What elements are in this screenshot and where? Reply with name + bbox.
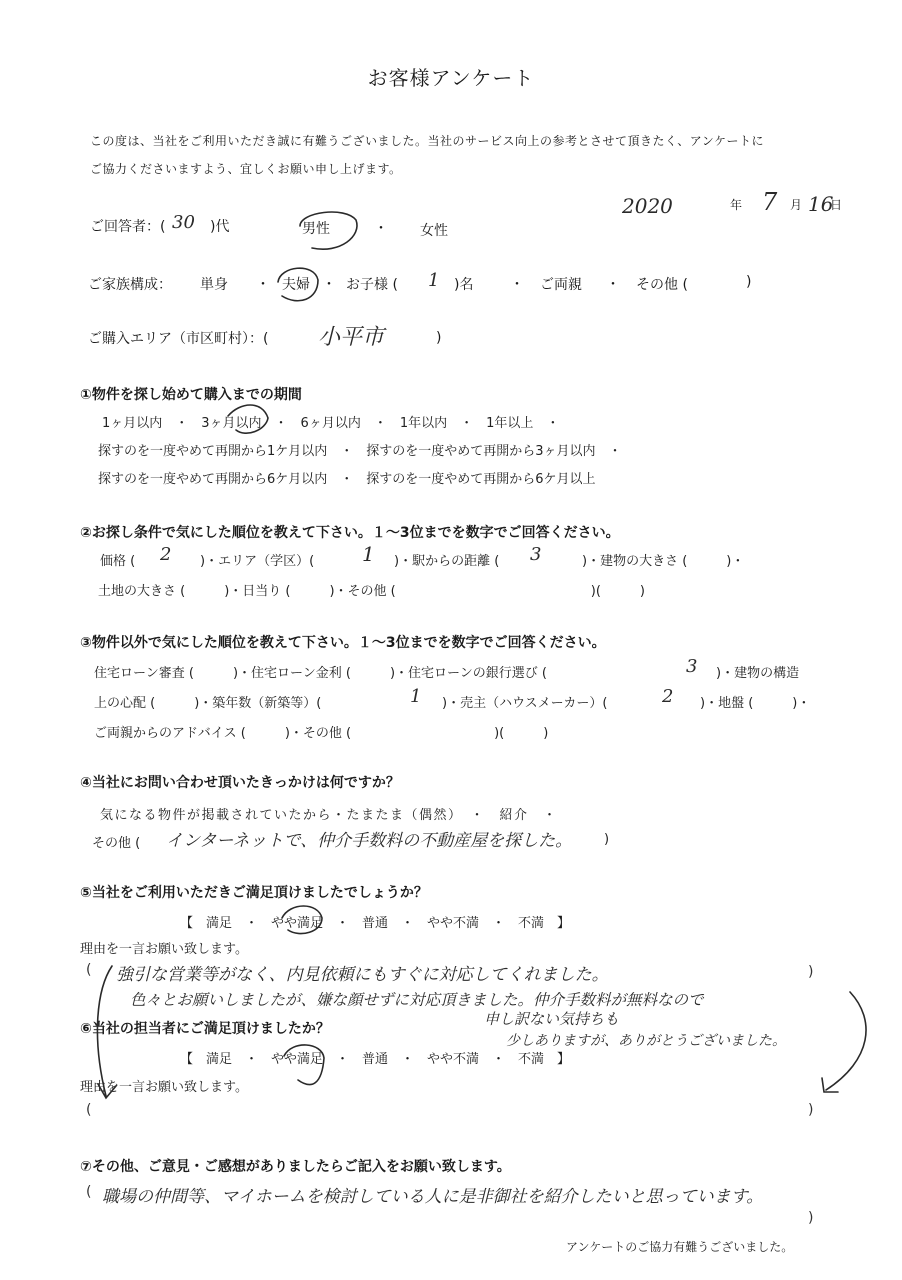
q3-row-2c: )・地盤 ( )・ (700, 696, 811, 711)
family-other: その他 ( (636, 277, 688, 293)
q6-reason-label: 理由を一言お願い致します。 (80, 1080, 248, 1095)
respondent-male: 男性 (302, 221, 330, 237)
q3-row-1a: 住宅ローン審査 ( )・住宅ローン金利 ( )・住宅ローンの銀行選び ( (94, 666, 547, 681)
family-children-count: 1 (428, 270, 440, 291)
respondent-label: ご回答者：( (90, 219, 166, 235)
circle-3months (228, 405, 268, 433)
q5-hand-line-2: 色々とお願いしましたが、嫌な顔せずに対応頂きました。仲介手数料が無料なので (130, 991, 704, 1009)
q4-other-value: インターネットで、仲介手数料の不動産屋を探した。 (166, 831, 573, 851)
q6-heading: ⑥当社の担当者にご満足頂けましたか？ (80, 1021, 330, 1037)
area-label: ご購入エリア（市区町村）：( (88, 331, 269, 347)
q2-size-label: )・建物の大きさ ( )・ (582, 554, 745, 569)
q4-other-close: ) (604, 832, 610, 847)
date-year-unit: 年 (730, 198, 743, 212)
q3-seller-rank: 2 (662, 686, 674, 707)
q5-scale: 【 満足 ・ やや満足 ・ 普通 ・ やや不満 ・ 不満 】 (180, 916, 571, 931)
arrow-right (822, 992, 866, 1092)
q5-heading: ⑤当社をご利用いただきご満足頂けましたでしょうか？ (80, 885, 428, 901)
q1-row-2: 探すのを一度やめて再開から1ケ月以内 ・ 探すのを一度やめて再開から3ヶ月以内 ・ (98, 444, 622, 459)
q5-reason-label: 理由を一言お願い致します。 (80, 942, 248, 957)
respondent-sep: ・ (374, 221, 388, 237)
q5-reason-open: ( (86, 962, 92, 978)
q7-open: ( (86, 1184, 92, 1200)
family-sep-3: ・ (510, 277, 524, 293)
q3-row-2a: 上の心配 ( )・築年数（新築等）( (94, 696, 322, 711)
q3-heading: ③物件以外で気にした順位を教えて下さい。１～3位までを数字でご回答ください。 (80, 635, 606, 651)
q4-other-label: その他 ( (92, 836, 141, 851)
q3-row-3: ご両親からのアドバイス ( )・その他 ( )( ) (94, 726, 549, 741)
intro-line-2: ご協力くださいますよう、宜しくお願い申し上げます。 (90, 162, 402, 176)
date-year: 2020 (622, 194, 673, 218)
footer-thanks: アンケートのご協力有難うございました。 (566, 1240, 794, 1254)
q7-close: ) (808, 1210, 814, 1226)
family-sep-2: ・ (322, 277, 336, 293)
q2-station-label: )・駅からの距離 ( (394, 554, 500, 569)
q2-area-label: )・エリア（学区）( (200, 554, 315, 569)
respondent-age-unit: )代 (210, 219, 230, 235)
family-parents: ご両親 (540, 277, 582, 293)
circle-q5-yaya (282, 906, 322, 934)
family-other-close: ) (746, 274, 752, 290)
area-value: 小平市 (318, 325, 385, 350)
q5-hand-line-1: 強引な営業等がなく、内見依頼にもすぐに対応してくれました。 (116, 965, 609, 985)
date-month-unit: 月 (790, 198, 803, 212)
q2-heading: ②お探し条件で気にした順位を教えて下さい。１～3位までを数字でご回答ください。 (80, 525, 620, 541)
q5-hand-line-4: 少しありますが、ありがとうございました。 (506, 1033, 786, 1049)
q2-price-label: 価格 ( (100, 554, 136, 569)
q7-heading: ⑦その他、ご意見・ご感想がありましたらご記入をお願い致します。 (80, 1159, 511, 1175)
date-day: 16 (808, 192, 834, 216)
q6-reason-open: ( (86, 1102, 92, 1118)
q2-station-rank: 3 (530, 544, 542, 565)
q2-row-2: 土地の大きさ ( )・日当り ( )・その他 ( )( ) (98, 584, 645, 599)
page-title: お客様アンケート (367, 66, 535, 90)
q3-row-2b: )・売主（ハウスメーカー）( (442, 696, 608, 711)
family-children-label: お子様 ( (346, 277, 398, 293)
q2-area-rank: 1 (362, 542, 375, 566)
q6-scale: 【 満足 ・ やや満足 ・ 普通 ・ やや不満 ・ 不満 】 (180, 1052, 571, 1067)
q1-row-1: 1ヶ月以内 ・ 3ヶ月以内 ・ 6ヶ月以内 ・ 1年以内 ・ 1年以上 ・ (102, 416, 560, 431)
respondent-age: 30 (172, 212, 195, 233)
family-sep-1: ・ (256, 277, 270, 293)
q7-hand: 職場の仲間等、マイホームを検討している人に是非御社を紹介したいと思っています。 (102, 1187, 764, 1207)
q3-age-rank: 1 (410, 686, 422, 707)
arrow-left (97, 966, 116, 1098)
q2-price-rank: 2 (160, 544, 172, 565)
intro-line-1: この度は、当社をご利用いただき誠に有難うございました。当社のサービス向上の参考とさせて頂きたく、アンケートに (90, 134, 765, 148)
area-close: ) (436, 330, 442, 346)
q1-row-3: 探すのを一度やめて再開から6ケ月以内 ・ 探すのを一度やめて再開から6ケ月以上 (98, 472, 596, 487)
q3-bank-rank: 3 (686, 656, 698, 677)
date-month: 7 (762, 188, 778, 216)
q3-row-1b: )・建物の構造 (716, 666, 800, 681)
q4-heading: ④当社にお問い合わせ頂いたきっかけは何ですか？ (80, 775, 400, 791)
q1-heading: ①物件を探し始めて購入までの期間 (80, 387, 302, 403)
family-couple: 夫婦 (282, 277, 310, 293)
q5-hand-line-3: 申し訳ない気持ちも (484, 1010, 620, 1028)
family-sep-4: ・ (606, 277, 620, 293)
respondent-female: 女性 (420, 223, 448, 239)
q4-row-1: 気になる物件が掲載されていたから・たまたま（偶然） ・ 紹介 ・ (100, 808, 558, 823)
date-day-unit: 日 (830, 198, 843, 212)
circle-q6-yaya (284, 1045, 324, 1085)
family-label: ご家族構成： (88, 277, 172, 293)
q6-reason-close: ) (808, 1102, 814, 1118)
circle-male (300, 212, 357, 249)
family-children-unit: )名 (454, 277, 474, 293)
circle-couple (278, 268, 318, 301)
family-single: 単身 (200, 277, 228, 293)
q5-reason-close: ) (808, 964, 814, 980)
